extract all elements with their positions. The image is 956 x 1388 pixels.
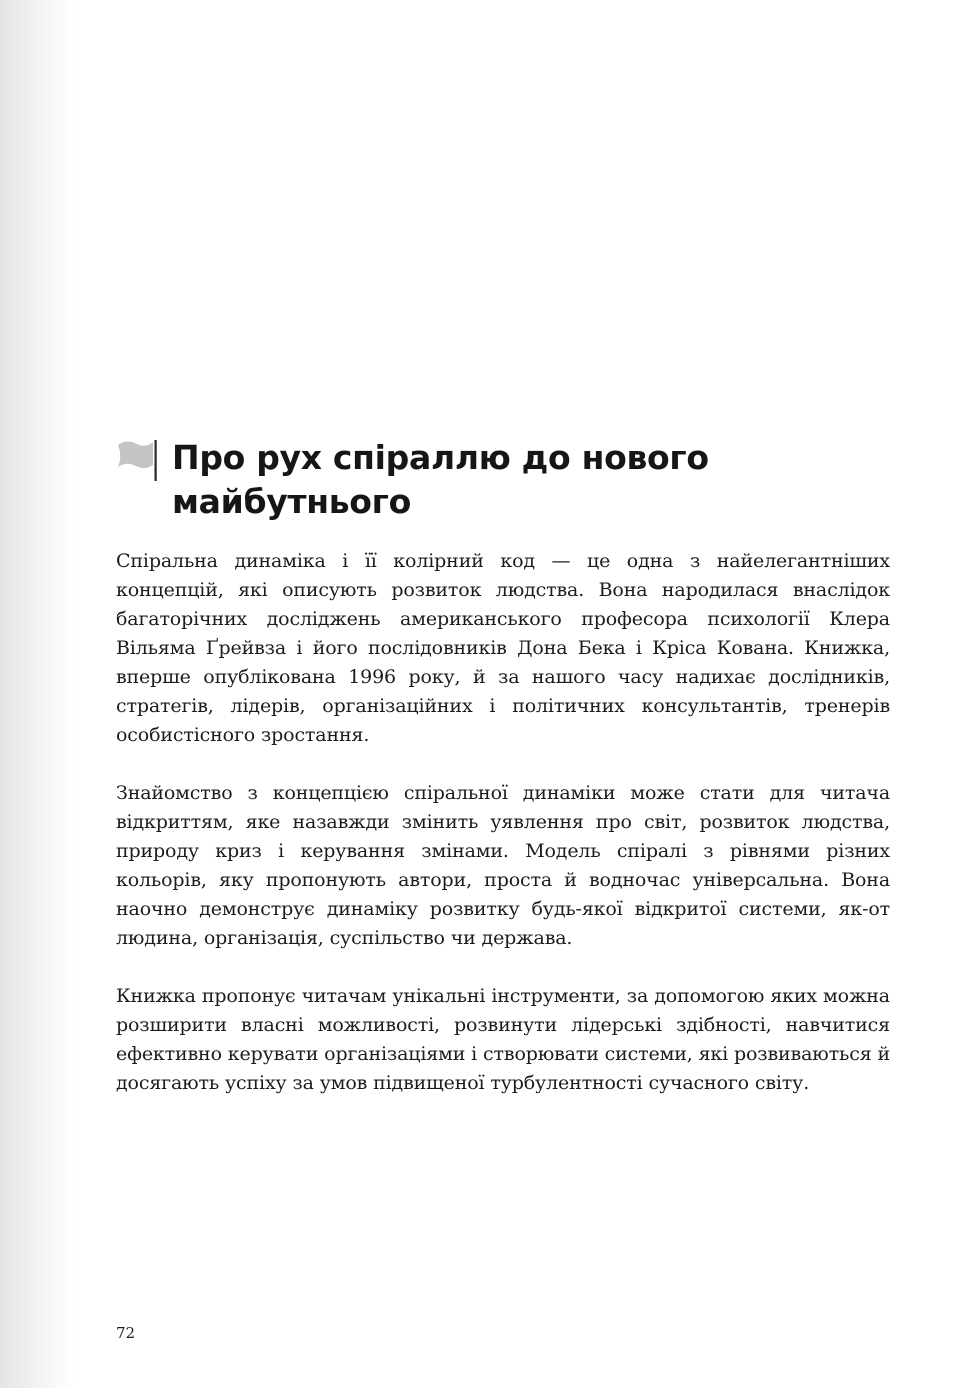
flag-pole (155, 440, 157, 481)
body-text (116, 547, 890, 1127)
section-title: Про рух спіраллю до нового майбутнього (172, 438, 709, 521)
paragraph: Знайомство з концепцією спіральної динаміки може стати для читача відкриттям, яке назавжди змінить уявлення про світ, розвиток людства, природу криз і керування змінами. Модель спіралі з рівнями різних кольорів, яку пропонують автори, проста й водночас універсальна. Вона наочно демонструє динаміку розвитку будь-якої відкритої системи, як-от людина, організація, суспільство чи держава. (116, 782, 890, 949)
paragraph: Книжка пропонує читачам унікальні інструменти, за допомогою яких можна розширити власні можливості, розвинути лідерські здібності, навчитися ефективно керувати організаціями і створювати системи, які розвиваються й досягають успіху за умов підвищеної турбулентності сучасного світу. (116, 985, 890, 1094)
flag-cloth (118, 442, 153, 469)
page-number: 72 (116, 1324, 136, 1342)
page-gutter-shadow (0, 0, 75, 1388)
paragraph: Спіральна динаміка і її колірний код — це одна з найелегантніших концепцій, які описують розвиток людства. Вона народилася внаслідок багаторічних досліджень американського професора психології Клера Вільяма Ґрейвза і його послідовників Дона Бека і Кріса Кована. Книжка, вперше опублікована 1996 року, й за нашого часу надихає дослідників, стратегів, лідерів, організаційних і політичних консультантів, тренерів особистісного зростання. (116, 550, 890, 746)
flag-icon (116, 438, 160, 482)
